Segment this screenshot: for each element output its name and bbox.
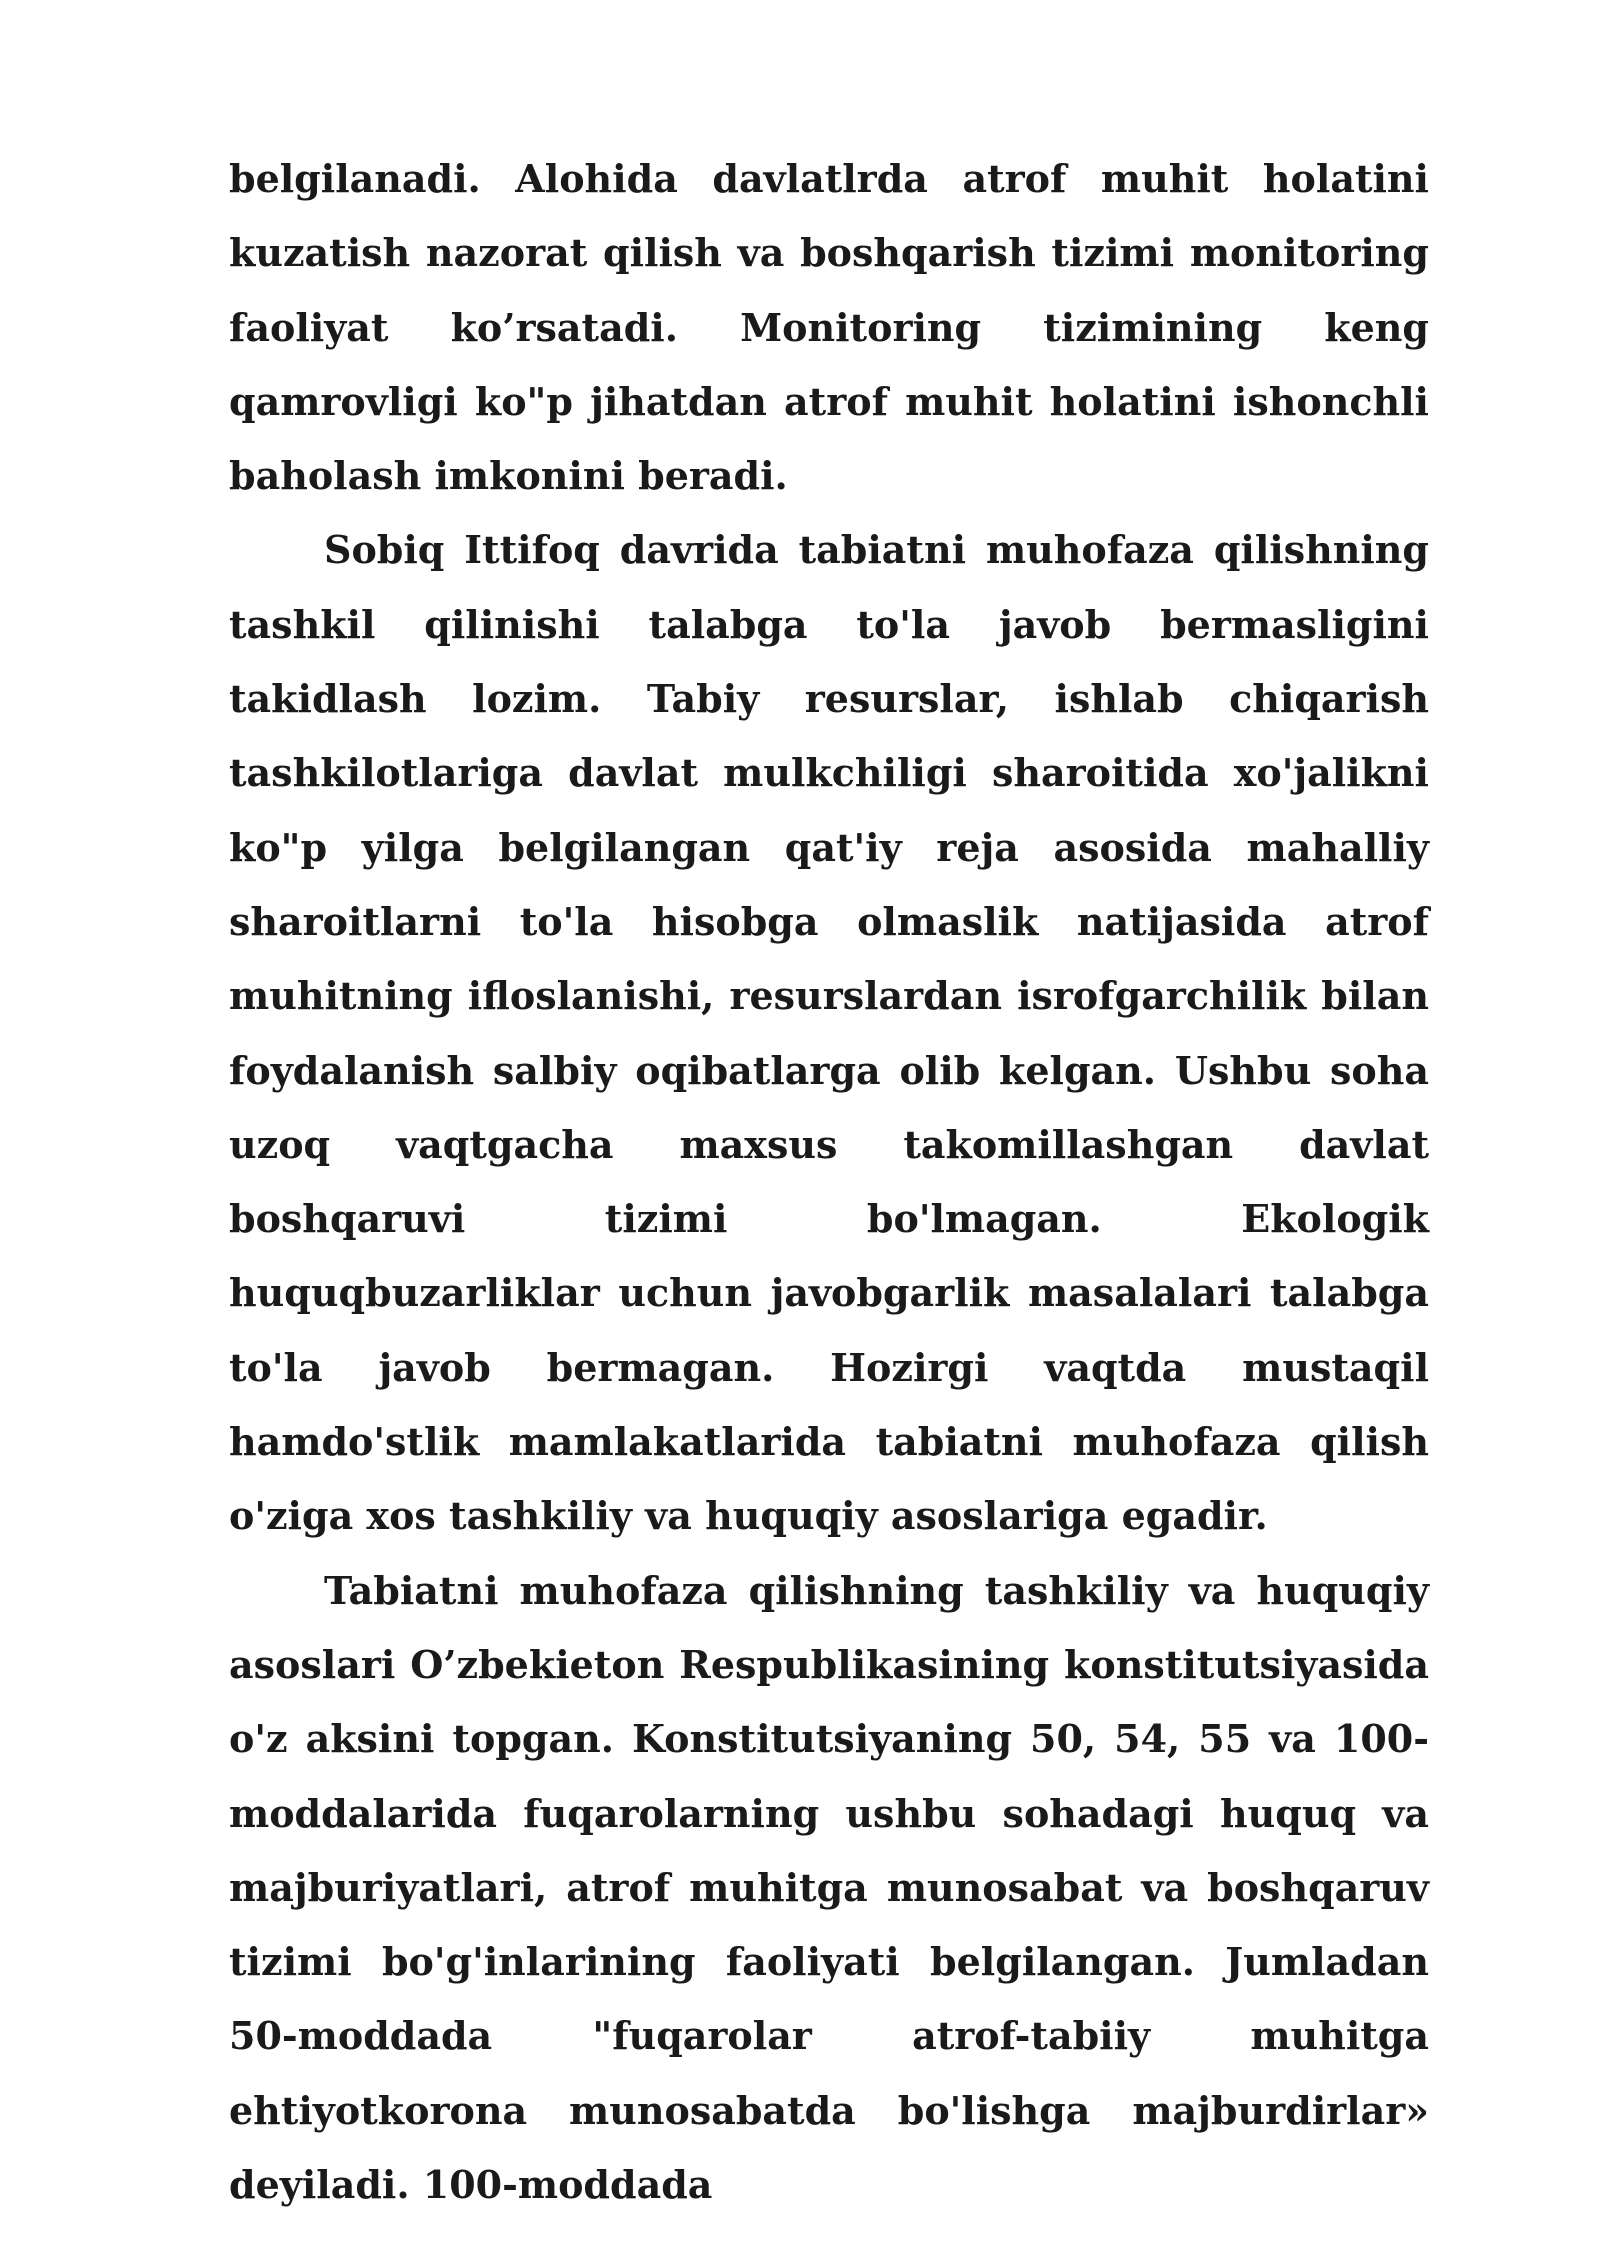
paragraph-constitution: Tabiatni muhofaza qilishning tashkiliy va huquqiy asoslari O’zbekieton Respublikasining konstitutsiyasida o'z aksini topgan. Konstitutsiyaning 50, 54, 55 va 100-moddalarida fuqarolarning ushbu sohadagi huquq va majburiyatlari, atrof muhitga munosabat va boshqaruv tizimi bo'g'inlarining faoliyati belgilangan. Jumladan 50-moddada "fuqarolar atrof-tabiiy muhitga ehtiyotkorona munosabatda bo'lishga majburdirlar» deyiladi. 100-moddada <box>229 1567 1429 2208</box>
document-body <box>229 142 1429 2222</box>
paragraph-continued: belgilanadi. Alohida davlatlrda atrof muhit holatini kuzatish nazorat qilish va boshqarish tizimi monitoring faoliyat ko’rsatadi. Monitoring tizimining keng qamrovligi ko"p jihatdan atrof muhit holatini ishonchli baholash imkonini beradi. <box>229 156 1429 499</box>
paragraph-soviet-period: Sobiq Ittifoq davrida tabiatni muhofaza qilishning tashkil qilinishi talabga to'la javob bermasligini takidlash lozim. Tabiy resurslar, ishlab chiqarish tashkilotlariga davlat mulkchiligi sharoitida xo'jalikni ko"p yilga belgilangan qat'iy reja asosida mahalliy sharoitlarni to'la hisobga olmaslik natijasida atrof muhitning ifloslanishi, resurslardan isrofgarchilik bilan foydalanish salbiy oqibatlarga olib kelgan. Ushbu soha uzoq vaqtgacha maxsus takomillashgan davlat boshqaruvi tizimi bo'lmagan. Ekologik huquqbuzarliklar uchun javobgarlik masalalari talabga to'la javob bermagan. Hozirgi vaqtda mustaqil hamdo'stlik mamlakatlarida tabiatni muhofaza qilish o'ziga xos tashkiliy va huquqiy asoslariga egadir. <box>229 527 1429 1539</box>
